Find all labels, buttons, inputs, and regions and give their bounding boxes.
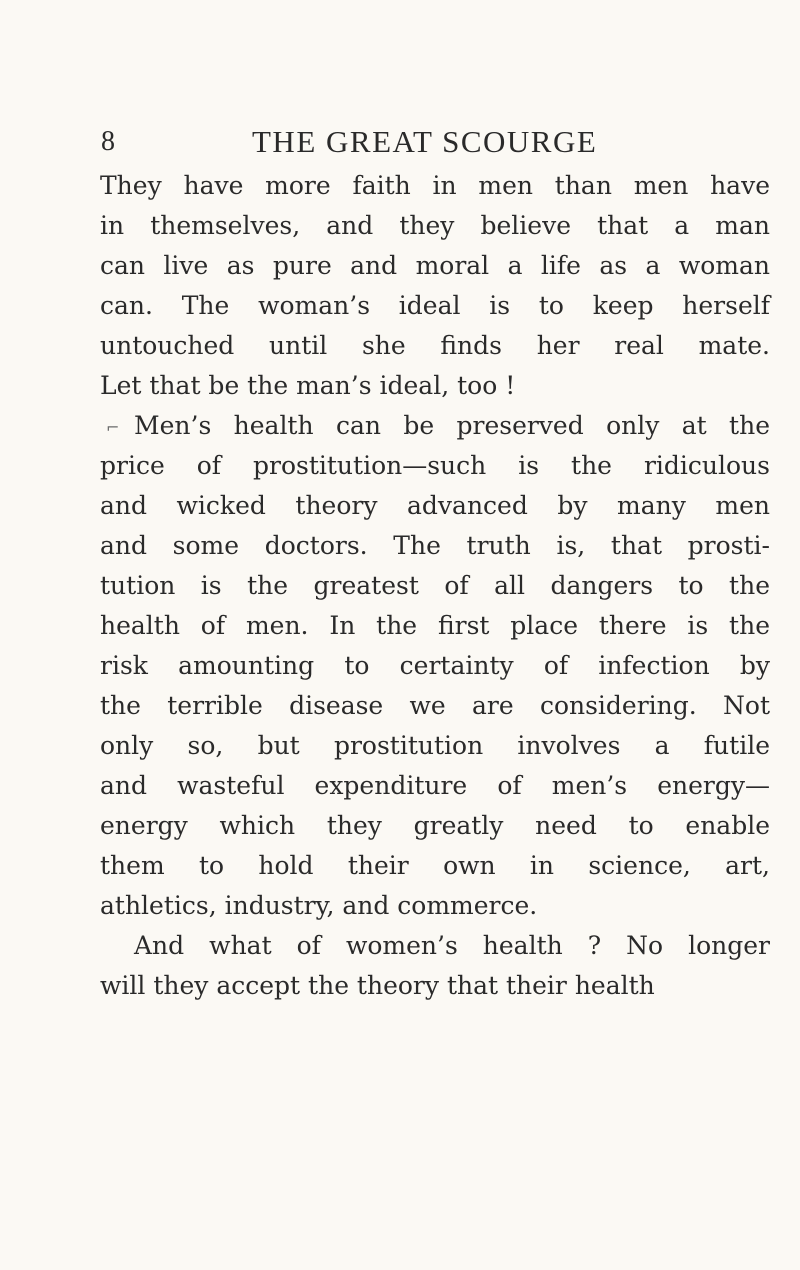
text-line: price of prostitution—such is the ridiculous <box>100 451 770 480</box>
text-line: And what of women’s health ? No longer <box>134 931 770 960</box>
page-header <box>0 122 800 162</box>
print-blemish-icon: ⌐ <box>106 417 120 437</box>
text-line: in themselves, and they believe that a man <box>100 211 770 240</box>
page-number: 8 <box>101 126 116 157</box>
text-line: athletics, industry, and commerce. <box>100 891 538 920</box>
body-text <box>100 166 770 1006</box>
text-line: risk amounting to certainty of infection by <box>100 651 770 680</box>
text-line-content: Men’s health can be preserved only at the <box>134 411 770 440</box>
text-line: untouched until she finds her real mate. <box>100 331 770 360</box>
text-line: them to hold their own in science, art, <box>100 851 770 880</box>
text-line: tution is the greatest of all dangers to the <box>100 571 770 600</box>
text-line: They have more faith in men than men have <box>100 171 770 200</box>
text-line: and wasteful expenditure of men’s energy— <box>100 771 770 800</box>
text-line: and wicked theory advanced by many men <box>100 491 770 520</box>
text-line: will they accept the theory that their health <box>100 971 655 1000</box>
text-line: can. The woman’s ideal is to keep herself <box>100 291 770 320</box>
text-line: health of men. In the first place there is the <box>100 611 770 640</box>
text-line: Let that be the man’s ideal, too ! <box>100 371 516 400</box>
text-line: energy which they greatly need to enable <box>100 811 770 840</box>
running-title: THE GREAT SCOURGE <box>252 124 598 159</box>
text-line <box>100 406 770 446</box>
text-line: the terrible disease we are considering. Not <box>100 691 770 720</box>
text-line: and some doctors. The truth is, that prosti- <box>100 531 770 560</box>
text-line: can live as pure and moral a life as a woman <box>100 251 770 280</box>
text-line: only so, but prostitution involves a futile <box>100 731 770 760</box>
